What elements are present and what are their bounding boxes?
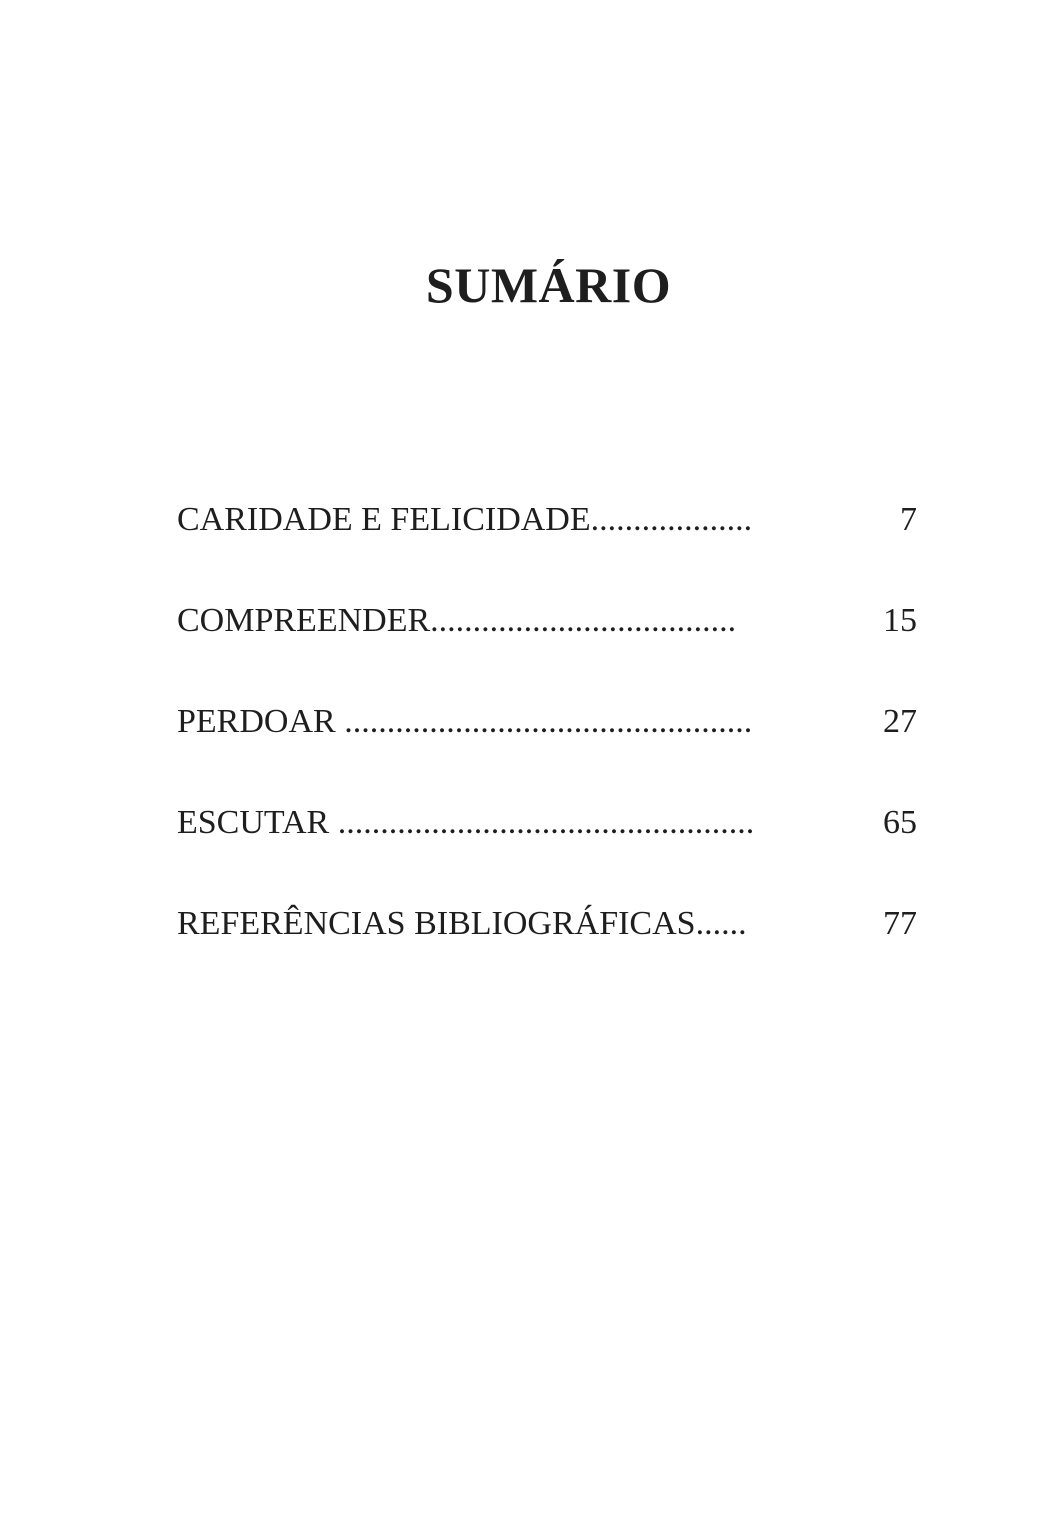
toc-entry-leader-dots: ................................................. xyxy=(329,804,755,841)
toc-entry-title: REFERÊNCIAS BIBLIOGRÁFICAS xyxy=(177,905,696,942)
toc-entry-leader-dots: .................................... xyxy=(430,602,737,639)
toc-entry-page-number: 15 xyxy=(883,602,917,639)
toc-entry-title: PERDOAR xyxy=(177,703,336,740)
toc-entry-title-line xyxy=(177,494,827,546)
table-of-contents xyxy=(177,494,917,999)
toc-entry-compreender xyxy=(177,595,917,696)
toc-entry-page-number: 77 xyxy=(883,905,917,942)
toc-entry-leader-dots: ................................................ xyxy=(335,703,753,740)
toc-entry-leader-dots: ................... xyxy=(590,501,753,538)
toc-entry-title: ESCUTAR xyxy=(177,804,330,841)
toc-entry-caridade-e-felicidade xyxy=(177,494,917,595)
toc-entry-title-line xyxy=(177,797,827,849)
toc-entry-page-number: 7 xyxy=(900,501,917,538)
toc-entry-page-number: 27 xyxy=(883,703,917,740)
toc-entry-page-number: 65 xyxy=(883,804,917,841)
toc-entry-title: CARIDADE E FELICIDADE xyxy=(177,501,591,538)
toc-entry-title-line xyxy=(177,898,827,950)
toc-entry-title-line xyxy=(177,696,827,748)
toc-entry-leader-dots: ...... xyxy=(695,905,747,942)
toc-entry-title: COMPREENDER xyxy=(177,602,431,639)
toc-entry-referencias-bibliograficas xyxy=(177,898,917,999)
page-title: SUMÁRIO xyxy=(425,256,672,313)
toc-entry-escutar xyxy=(177,797,917,898)
toc-entry-perdoar xyxy=(177,696,917,797)
toc-entry-title-line xyxy=(177,595,827,647)
